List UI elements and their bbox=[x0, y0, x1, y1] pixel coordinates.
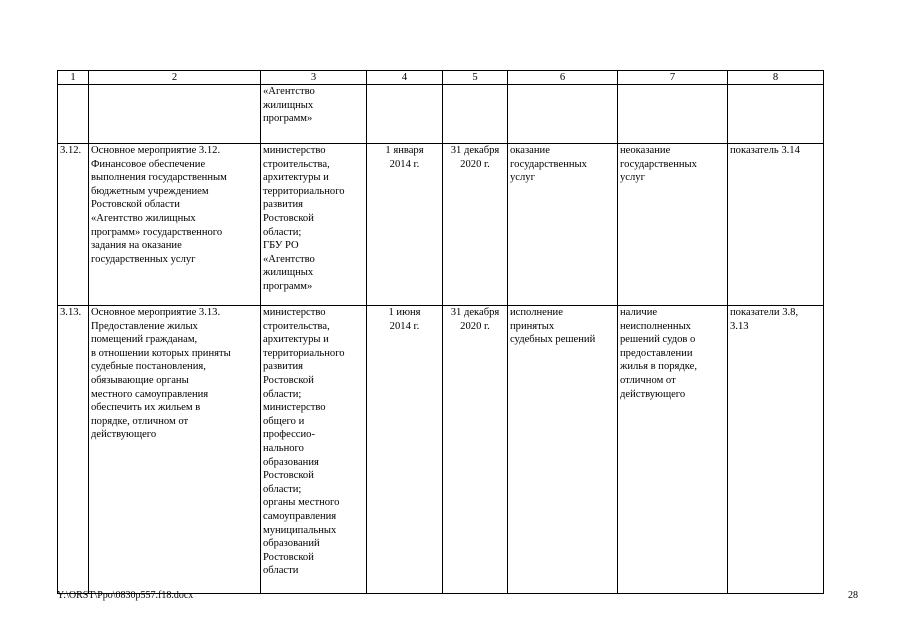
column-number-4: 4 bbox=[367, 71, 443, 85]
column-number-8: 8 bbox=[728, 71, 824, 85]
row-number-cell: 3.12. bbox=[58, 144, 89, 306]
result-cell bbox=[508, 85, 618, 144]
start-date-cell bbox=[367, 85, 443, 144]
end-date-cell bbox=[443, 85, 508, 144]
executor-cell: министерство строительства, архитектуры и территориального развития Ростовской области; ГБУ РО «Агентство жилищных программ» bbox=[261, 144, 367, 306]
activity-cell bbox=[89, 85, 261, 144]
end-date-cell: 31 декабря 2020 г. bbox=[443, 144, 508, 306]
table-row-3-12 bbox=[58, 144, 824, 306]
result-cell: исполнение принятых судебных решений bbox=[508, 306, 618, 594]
row-number-cell: 3.13. bbox=[58, 306, 89, 594]
column-number-1: 1 bbox=[58, 71, 89, 85]
indicator-cell: показатель 3.14 bbox=[728, 144, 824, 306]
activity-cell: Основное мероприятие 3.12. Финансовое обеспечение выполнения государственным бюджетным учреждением Ростовской области «Агентство жилищных программ» государственного задания на оказание государственных услуг bbox=[89, 144, 261, 306]
consequence-cell bbox=[618, 85, 728, 144]
column-number-6: 6 bbox=[508, 71, 618, 85]
row-number-cell bbox=[58, 85, 89, 144]
table-row-3-13 bbox=[58, 306, 824, 594]
column-number-3: 3 bbox=[261, 71, 367, 85]
column-number-2: 2 bbox=[89, 71, 261, 85]
table-row-continuation bbox=[58, 85, 824, 144]
result-cell: оказание государственных услуг bbox=[508, 144, 618, 306]
executor-cell: «Агентство жилищных программ» bbox=[261, 85, 367, 144]
column-number-7: 7 bbox=[618, 71, 728, 85]
consequence-cell: наличие неисполненных решений судов о предоставлении жилья в порядке, отличном от действующего bbox=[618, 306, 728, 594]
column-number-5: 5 bbox=[443, 71, 508, 85]
column-number-row bbox=[58, 71, 824, 85]
indicator-cell bbox=[728, 85, 824, 144]
consequence-cell: неоказание государственных услуг bbox=[618, 144, 728, 306]
program-table bbox=[57, 70, 824, 594]
page-number: 28 bbox=[848, 590, 858, 601]
document-file-path: Y:\ORST\Ppo\0830p557.f18.docx bbox=[57, 590, 194, 601]
start-date-cell: 1 июня 2014 г. bbox=[367, 306, 443, 594]
executor-cell: министерство строительства, архитектуры и территориального развития Ростовской области; министерство общего и профессио- нального образования Ростовской области; органы местного самоуправления муниципальных образований Ростовской области bbox=[261, 306, 367, 594]
indicator-cell: показатели 3.8, 3.13 bbox=[728, 306, 824, 594]
activity-cell: Основное мероприятие 3.13. Предоставление жилых помещений гражданам, в отношении которых приняты судебные постановления, обязывающие органы местного самоуправления обеспечить их жильем в порядке, отличном от действующего bbox=[89, 306, 261, 594]
end-date-cell: 31 декабря 2020 г. bbox=[443, 306, 508, 594]
start-date-cell: 1 января 2014 г. bbox=[367, 144, 443, 306]
